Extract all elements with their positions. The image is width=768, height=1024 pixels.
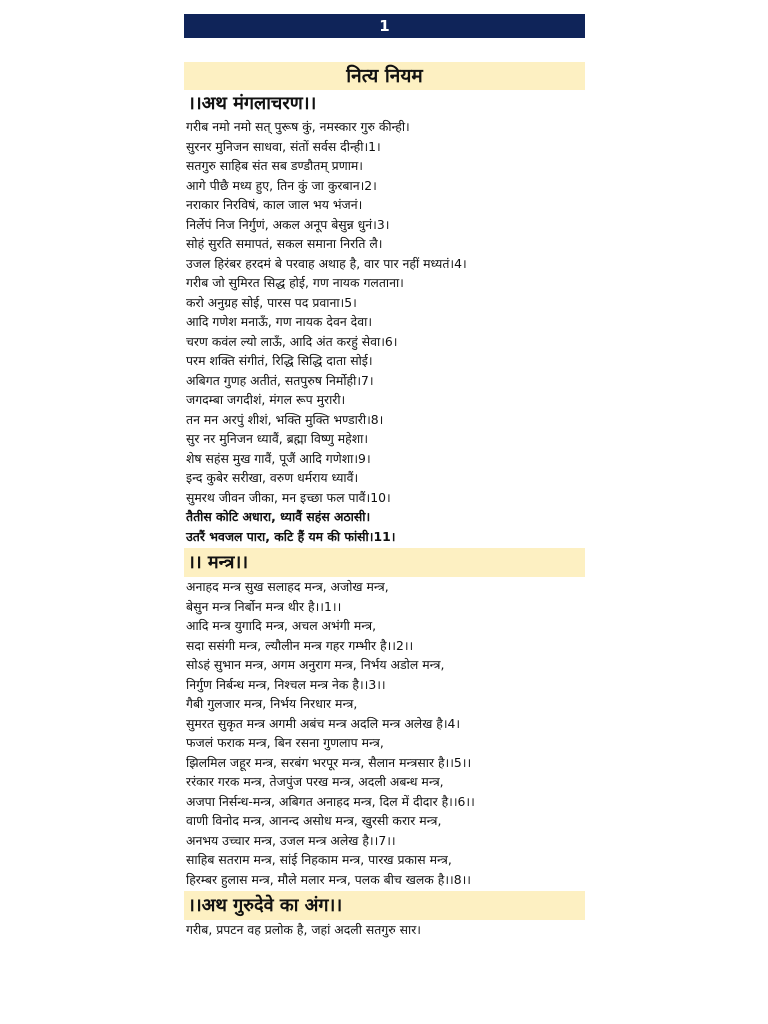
mantra-verses [184, 577, 585, 889]
verse-line: तन मन अरपुं शीशं, भक्ति मुक्ति भण्डारी।8। [186, 411, 384, 427]
verse-line: गैबी गुलजार मन्त्र, निर्भय निरधार मन्त्र, [186, 696, 358, 711]
verse-line: इन्द कुबेर सरीखा, वरुण धर्मराय ध्यावैं। [186, 470, 359, 485]
page-title: नित्य नियम [184, 62, 585, 90]
section-heading-gurudev: ।।अथ गुरुदेवे का अंग।। [184, 891, 585, 920]
verse-line: ररंकार गरक मन्त्र, तेजपुंज परख मन्त्र, अदली अबन्ध मन्त्र, [186, 774, 444, 789]
page-content [184, 14, 585, 940]
verse-line: जगदम्बा जगदीशं, मंगल रूप मुरारी। [186, 392, 346, 407]
verse-line: गरीब, प्रपटन वह प्रलोक है, जहां अदली सतगुरु सार। [186, 922, 421, 937]
verse-line: सदा ससंगी मन्त्र, ल्यौलीन मन्त्र गहर गम्भीर है।।2।। [186, 637, 414, 653]
verse-line: झिलमिल जहूर मन्त्र, सरबंग भरपूर मन्त्र, सैलान मन्त्रसार है।।5।। [186, 754, 472, 770]
verse-line: सुमरत सुकृत मन्त्र अगमी अबंच मन्त्र अदलि मन्त्र अलेख है।4। [186, 715, 461, 731]
verse-line: साहिब सतराम मन्त्र, सांई निहकाम मन्त्र, पारख प्रकास मन्त्र, [186, 852, 452, 867]
mangalacharan-verses [184, 117, 585, 546]
verse-line: हिरम्बर हुलास मन्त्र, मौले मलार मन्त्र, पलक बीच खलक है।।8।। [186, 871, 471, 887]
verse-line: अजपा निर्सन्ध-मन्त्र, अबिगत अनाहद मन्त्र, दिल में दीदार है।।6।। [186, 793, 475, 809]
verse-line: करो अनुग्रह सोई, पारस पद प्रवाना।5। [186, 294, 357, 310]
verse-line: गरीब नमो नमो सत् पुरूष कुं, नमस्कार गुरु कीन्ही। [186, 119, 410, 134]
gurudev-verses [184, 920, 585, 940]
verse-line: सोऽहं सुभान मन्त्र, अगम अनुराग मन्त्र, निर्भय अडोल मन्त्र, [186, 657, 445, 672]
verse-line: उजल हिरंबर हरदमं बे परवाह अथाह है, वार पार नहीं मध्यतं।4। [186, 255, 467, 271]
verse-line: अनाहद मन्त्र सुख सलाहद मन्त्र, अजोख मन्त्र, [186, 579, 389, 594]
verse-line: आदि गणेश मनाऊँ, गण नायक देवन देवा। [186, 314, 373, 329]
verse-line: सुरनर मुनिजन साधवा, संतों सर्वस दीन्ही।1। [186, 138, 381, 154]
section-heading-mangalacharan: ।।अथ मंगलाचरण।। [188, 93, 317, 114]
verse-line: अनभय उच्चार मन्त्र, उजल मन्त्र अलेख है।।7।। [186, 832, 396, 848]
verse-line: निर्लेपं निज निर्गुणं, अकल अनूप बेसुन्न धुनं।3। [186, 216, 390, 232]
verse-line: चरण कवंल ल्यो लाऊँ, आदि अंत करहुं सेवा।6। [186, 333, 398, 349]
verse-line: शेष सहंस मुख गावैं, पूजैं आदि गणेशा।9। [186, 450, 371, 466]
verse-line: सोहं सुरति समापतं, सकल समाना निरति लै। [186, 236, 383, 251]
verse-line: सुर नर मुनिजन ध्यावैं, ब्रह्मा विष्णु महेशा। [186, 431, 369, 446]
verse-line: वाणी विनोद मन्त्र, आनन्द असोध मन्त्र, खुरसी करार मन्त्र, [186, 813, 442, 828]
verse-line: परम शक्ति संगीतं, रिद्धि सिद्धि दाता सोई। [186, 353, 373, 368]
verse-line: निर्गुण निर्बन्ध मन्त्र, निश्चल मन्त्र नेक है।।3।। [186, 676, 386, 692]
verse-line: सतगुरु साहिब संत सब डण्डौतम् प्रणाम। [186, 158, 364, 173]
verse-line-bold: तैतीस कोटि अधारा, ध्यावैं सहंस अठासी। [186, 509, 371, 524]
verse-line: आगे पीछै मध्य हुए, तिन कुं जा कुरबान।2। [186, 177, 377, 193]
verse-line: फजलं फराक मन्त्र, बिन रसना गुणलाप मन्त्र, [186, 735, 384, 750]
verse-line: बेसुन मन्त्र निर्बोन मन्त्र थीर है।।1।। [186, 598, 342, 614]
section-heading-mantra: ।। मन्त्र।। [184, 548, 585, 577]
page-number: 1 [184, 14, 585, 38]
verse-line: अबिगत गुणह अतीतं, सतपुरुष निर्मोही।7। [186, 372, 374, 388]
verse-line: गरीब जो सुमिरत सिद्ध होई, गण नायक गलताना। [186, 275, 404, 290]
verse-line: सुमरथ जीवन जीका, मन इच्छा फल पावैं।10। [186, 489, 391, 505]
verse-line-bold: उतरैं भवजल पारा, कटि हैं यम की फांसी।11। [186, 528, 396, 544]
verse-line: आदि मन्त्र युगादि मन्त्र, अचल अभंगी मन्त्र, [186, 618, 377, 633]
verse-line: नराकार निरविषं, काल जाल भय भंजनं। [186, 197, 363, 212]
